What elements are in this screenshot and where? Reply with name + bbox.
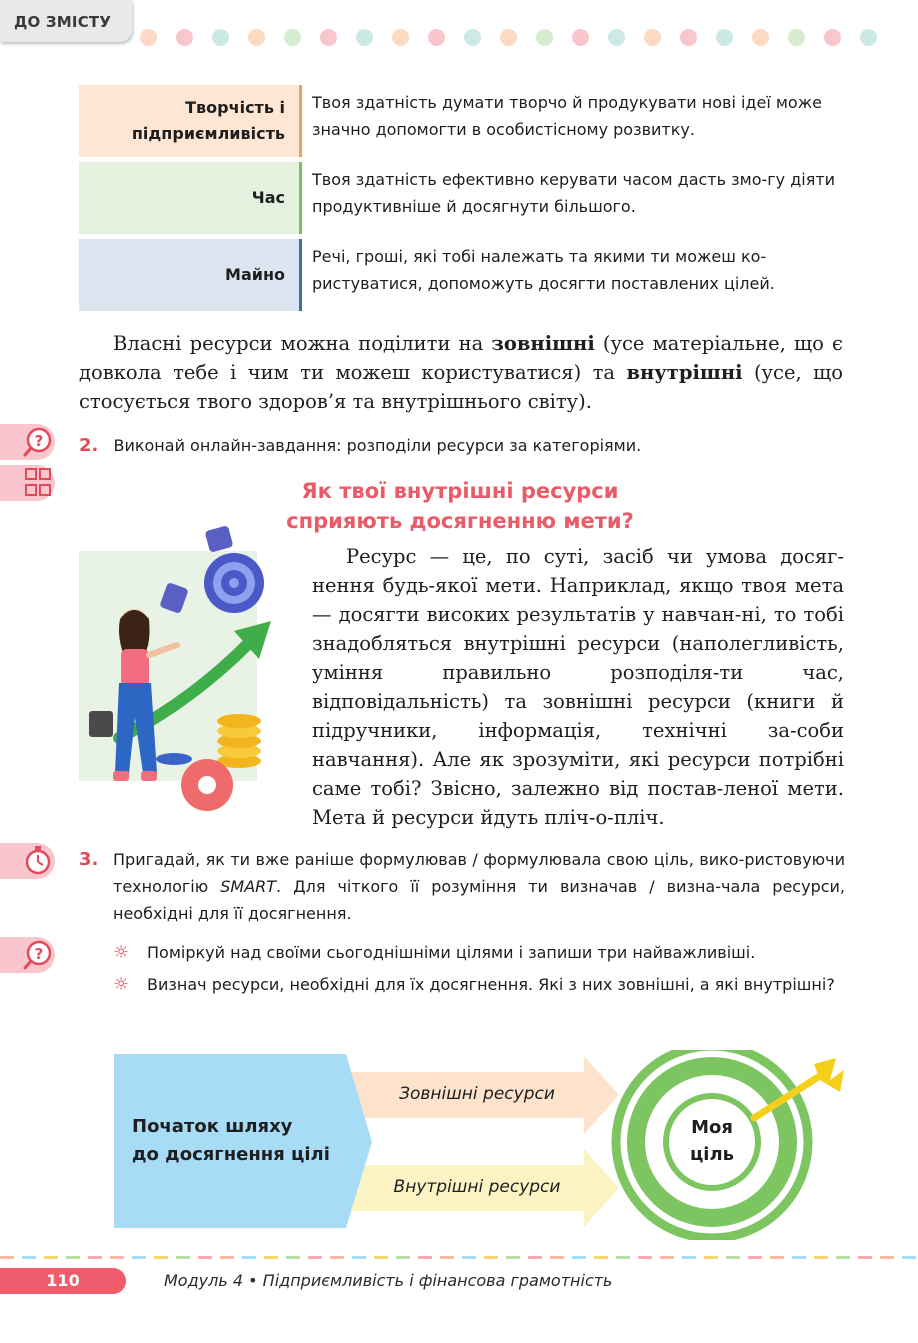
resource-description: Твоя здатність ефективно керувати часом дасть змо-гу діяти продуктивніше й досягнути більшого.	[312, 170, 836, 216]
goal-label-line: Моя	[691, 1117, 733, 1138]
resource-row-creativity	[79, 85, 847, 157]
footer-dash	[308, 1256, 322, 1259]
footer-dash	[0, 1256, 14, 1259]
footer-dash	[396, 1256, 410, 1259]
question-icon	[0, 937, 55, 973]
decorative-dot	[860, 29, 877, 46]
goal-illustration	[79, 523, 304, 813]
footer-dash	[264, 1256, 278, 1259]
footer-module-title: Модуль 4 • Підприємливість і фінансова грамотність	[164, 1271, 613, 1290]
goal-label	[672, 1114, 752, 1168]
decorative-dot	[248, 29, 265, 46]
footer-dash	[88, 1256, 102, 1259]
footer-dash	[660, 1256, 674, 1259]
footer-dash	[572, 1256, 586, 1259]
task-3-text	[113, 846, 845, 927]
footer-dash	[44, 1256, 58, 1259]
sun-bullet-icon: ☼	[113, 974, 130, 995]
footer-dash	[902, 1256, 916, 1259]
decorative-dot	[284, 29, 301, 46]
decorative-dot	[140, 29, 157, 46]
sun-bullet-icon: ☼	[113, 942, 130, 963]
external-resources-label: Зовнішні ресурси	[399, 1084, 555, 1104]
svg-text:?: ?	[34, 945, 44, 963]
goal-label-line: ціль	[689, 1144, 735, 1165]
footer-dash	[110, 1256, 124, 1259]
list-item	[113, 939, 845, 966]
footer-dash	[726, 1256, 740, 1259]
footer-dash	[528, 1256, 542, 1259]
footer-dash	[132, 1256, 146, 1259]
resource-description: Твоя здатність думати творчо й продукувати нові ідеї може значно допомогти в особистісному розвитку.	[312, 93, 822, 139]
footer-dash	[748, 1256, 762, 1259]
text-span: (усе матеріальне, що є довкола тебе і чим ти можеш користуватися) та	[79, 332, 843, 384]
footer-dash	[858, 1256, 872, 1259]
footer-dashed-line	[0, 1256, 918, 1259]
footer-dash	[242, 1256, 256, 1259]
section-heading-line: сприяють досягненню мети?	[286, 509, 634, 533]
footer-dash	[462, 1256, 476, 1259]
decorative-dot	[608, 29, 625, 46]
paragraph-resource-definition: Ресурс — це, по суті, засіб чи умова досяг-нення будь-якої мети. Наприклад, якщо твоя мета — досягти високих результатів у навчан-ні, то тобі знадобляться внутрішні ресурси (наполегливість, уміння правильно розподіля-ти час, відповідальність) та зовнішні ресурси (книги й підручники, інформація, технічні за-соби навчання). Але як зрозуміти, які ресурси потрібні саме тобі? Звісно, залежно від постав-леної мети. Мета й ресурси йдуть пліч-о-пліч.	[312, 545, 844, 829]
task-3-number	[79, 846, 109, 873]
footer-dash	[220, 1256, 234, 1259]
decorative-dot	[428, 29, 445, 46]
question-icon	[0, 424, 55, 460]
footer-dash	[704, 1256, 718, 1259]
section-heading-line: Як твої внутрішні ресурси	[301, 479, 619, 503]
decorative-dot	[392, 29, 409, 46]
text-span: Власні ресурси можна поділити на	[113, 332, 492, 355]
footer-dash	[22, 1256, 36, 1259]
resource-description: Речі, гроші, які тобі належать та якими ти можеш ко-ристуватися, допоможуть досягти поставлених цілей.	[312, 247, 775, 293]
decorative-dot	[788, 29, 805, 46]
text-span: (усе, що стосується твого здоров’я та внутрішнього світу).	[79, 361, 843, 413]
task-2	[79, 432, 849, 459]
decorative-dot	[500, 29, 517, 46]
footer-dash	[682, 1256, 696, 1259]
resource-name	[79, 85, 299, 157]
resource-divider	[299, 162, 302, 234]
start-label	[132, 1113, 330, 1169]
start-label-line: до досягнення цілі	[132, 1144, 330, 1165]
footer-dash	[352, 1256, 366, 1259]
footer-dash	[330, 1256, 344, 1259]
resource-name	[79, 239, 299, 311]
task-number: 2.	[79, 435, 99, 456]
decorative-dot	[752, 29, 769, 46]
bullet-list	[113, 939, 845, 998]
list-item	[113, 971, 845, 998]
term-smart: SMART	[220, 877, 277, 896]
footer-dash	[198, 1256, 212, 1259]
decorative-dot	[572, 29, 589, 46]
resource-name-text: Майно	[225, 265, 285, 284]
footer-dash	[880, 1256, 894, 1259]
stopwatch-icon	[0, 843, 55, 879]
decorative-dot	[536, 29, 553, 46]
decorative-dot	[716, 29, 733, 46]
list-item-text: Визнач ресурси, необхідні для їх досягнення. Які з них зовнішні, а які внутрішні?	[147, 975, 835, 994]
resource-row-time	[79, 162, 847, 234]
footer-dash	[286, 1256, 300, 1259]
footer-dash	[836, 1256, 850, 1259]
resource-name-text: Творчість і підприємливість	[131, 98, 285, 143]
resource-name-text: Час	[251, 188, 285, 207]
decorative-dot	[824, 29, 841, 46]
decorative-dot	[320, 29, 337, 46]
footer-dash	[154, 1256, 168, 1259]
footer-dash	[440, 1256, 454, 1259]
footer-dash	[374, 1256, 388, 1259]
decorative-dot	[212, 29, 229, 46]
footer-dash	[770, 1256, 784, 1259]
footer-dash	[484, 1256, 498, 1259]
paragraph-resources-types	[79, 329, 843, 416]
qr-code-icon[interactable]	[0, 465, 55, 501]
footer-dash	[66, 1256, 80, 1259]
footer-dash	[792, 1256, 806, 1259]
start-label-line: Початок шляху	[132, 1116, 293, 1137]
footer-dash	[594, 1256, 608, 1259]
resource-divider	[299, 239, 302, 311]
text-span: . Для чіткого її розуміння ти визначав / визна-чала ресурси, необхідні для її досягнення.	[113, 877, 846, 923]
decorative-dot	[680, 29, 697, 46]
term-external: зовнішні	[491, 332, 595, 355]
footer-dash	[616, 1256, 630, 1259]
task-number: 3.	[79, 849, 99, 870]
resource-divider	[299, 85, 302, 157]
decorative-dot	[356, 29, 373, 46]
internal-resources-label: Внутрішні ресурси	[393, 1177, 561, 1197]
page-number: 110	[0, 1268, 126, 1294]
term-internal: внутрішні	[626, 361, 743, 384]
resource-name	[79, 162, 299, 234]
footer-dash	[638, 1256, 652, 1259]
svg-text:?: ?	[34, 432, 44, 450]
footer-dash	[418, 1256, 432, 1259]
table-of-contents-link[interactable]: ДО ЗМІСТУ	[0, 0, 132, 42]
footer-dash	[814, 1256, 828, 1259]
decorative-dot	[464, 29, 481, 46]
footer-dash	[176, 1256, 190, 1259]
resource-row-property	[79, 239, 847, 311]
footer-dash	[550, 1256, 564, 1259]
list-item-text: Поміркуй над своїми сьогоднішніми цілями і запиши три найважливіші.	[147, 943, 756, 962]
decorative-dot	[644, 29, 661, 46]
decorative-dot	[176, 29, 193, 46]
goal-path-diagram	[114, 1050, 854, 1240]
footer-dash	[506, 1256, 520, 1259]
text-span: Пригадай, як ти вже раніше формулював / формулювала свою ціль, вико-ристовуючи технологію	[113, 850, 845, 896]
task-text: Виконай онлайн-завдання: розподіли ресурси за категоріями.	[113, 436, 642, 455]
